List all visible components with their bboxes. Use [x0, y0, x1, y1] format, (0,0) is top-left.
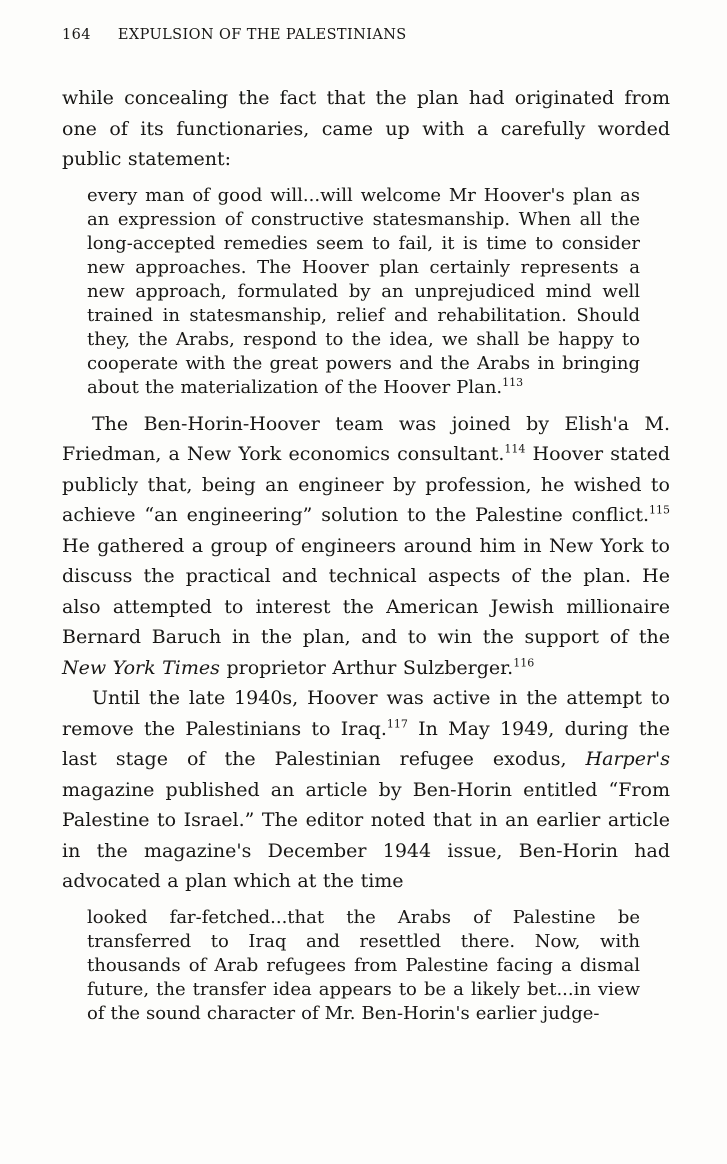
paragraph: [62, 409, 670, 684]
text-run: The Ben-Horin-Hoover team was joined by Elish'a M. Friedman, a New York economics consultant.: [62, 412, 670, 465]
text-run: Hoover stated publicly that, being an engineer by profession, he wished to achieve “an engineering” solution to the Palestine conflict.: [62, 443, 670, 526]
footnote-reference: 114: [504, 442, 526, 456]
footnote-reference: 115: [649, 503, 670, 517]
text-run: magazine published an article by Ben-Horin entitled “From Palestine to Israel.” The editor noted that in an earlier article in the magazine's December 1944 issue, Ben-Horin had advocated a plan which at the time: [62, 778, 670, 892]
text-run: every man of good will...will welcome Mr Hoover's plan as an expression of constructive statesmanship. When all the long-accepted remedies seem to fail, it is time to consider new approaches. The Hoover plan certainly represents a new approach, formulated by an unprejudiced mind well trained in statesmanship, relief and rehabilitation. Should they, the Arabs, respond to the idea, we shall be happy to cooperate with the great powers and the Arabs in bringing about the materialization of the Hoover Plan.: [87, 184, 640, 398]
footnote-reference: 113: [502, 375, 524, 389]
text-run: In May 1949, during the last stage of the Palestinian refugee exodus,: [62, 717, 670, 770]
italic-text: Harper's: [585, 748, 670, 770]
text-run: looked far-fetched...that the Arabs of Palestine be transferred to Iraq and resettled there. Now, with thousands of Arab refugees from Palestine facing a dismal future, the transfer idea appears to be a likely bet...in view of the sound character of Mr. Ben-Horin's earlier judge-: [87, 906, 640, 1024]
page-content: [62, 83, 670, 1026]
block-quote: [62, 184, 670, 400]
page-number: 164: [62, 27, 91, 43]
footnote-reference: 116: [513, 656, 535, 670]
text-run: Until the late 1940s, Hoover was active in the attempt to remove the Palestinians to Iraq.: [62, 687, 670, 740]
page-header: [62, 26, 670, 44]
text-run: proprietor Arthur Sulzberger.: [219, 656, 514, 679]
paragraph: [62, 83, 670, 175]
running-title: EXPULSION OF THE PALESTINIANS: [117, 27, 407, 43]
block-quote: [62, 906, 670, 1026]
text-run: He gathered a group of engineers around him in New York to discuss the practical and technical aspects of the plan. He also attempted to interest the American Jewish millionaire Bernard Baruch in the plan, and to win the support of the: [62, 534, 670, 648]
text-run: while concealing the fact that the plan had originated from one of its functionaries, came up with a carefully worded public statement:: [62, 87, 670, 170]
footnote-reference: 117: [386, 717, 408, 731]
italic-text: New York Times: [62, 656, 220, 679]
paragraph: [62, 683, 670, 897]
